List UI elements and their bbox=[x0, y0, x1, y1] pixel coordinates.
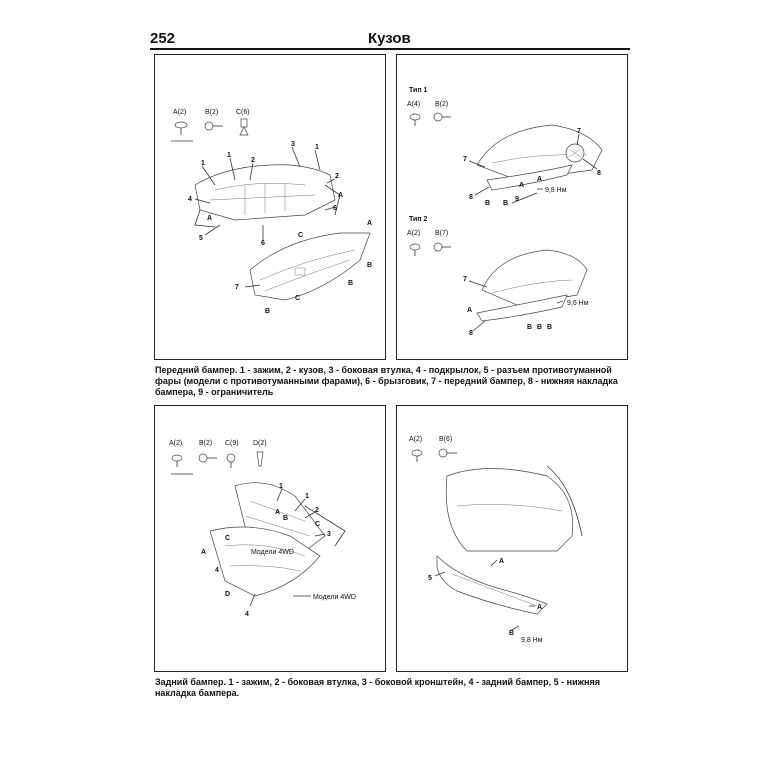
callout-3: 3 bbox=[327, 531, 331, 538]
callout-8: 8 bbox=[469, 330, 473, 337]
bolt-icon bbox=[205, 122, 223, 130]
callout-a: A bbox=[207, 215, 213, 222]
callout-a: A bbox=[367, 220, 373, 227]
clip-c-icon bbox=[227, 454, 235, 468]
type2-legend-a: A(2) bbox=[407, 230, 421, 237]
callout-7: 7 bbox=[577, 128, 581, 135]
header-rule bbox=[150, 48, 630, 50]
callout-a: A bbox=[201, 549, 207, 556]
callout-a: A bbox=[275, 509, 281, 516]
legend-d: D(2) bbox=[253, 440, 267, 447]
type2-title: Тип 2 bbox=[409, 216, 428, 223]
front-bumper-diagram-panel bbox=[154, 54, 386, 360]
bolt-icon bbox=[199, 454, 217, 462]
callout-b: B bbox=[265, 308, 271, 315]
lower-trim-diagram bbox=[397, 55, 627, 359]
callout-4: 4 bbox=[188, 196, 192, 203]
clip-icon bbox=[410, 114, 420, 126]
rear-bumper-exploded-diagram bbox=[155, 406, 385, 671]
legend-b: B(2) bbox=[205, 109, 219, 116]
type1-title: Тип 1 bbox=[409, 87, 428, 94]
callout-b: B bbox=[537, 324, 543, 331]
front-bumper-exploded-diagram bbox=[155, 55, 385, 359]
section-title: Кузов bbox=[368, 30, 411, 47]
page-number: 252 bbox=[150, 30, 176, 47]
rear-lower-trim-panel bbox=[396, 405, 628, 672]
callout-a: A bbox=[338, 192, 344, 199]
car-rear-body bbox=[446, 466, 582, 551]
clip-d-icon bbox=[257, 452, 263, 466]
callout-1: 1 bbox=[279, 483, 283, 490]
callout-b: B bbox=[527, 324, 533, 331]
callout-b: B bbox=[348, 280, 354, 287]
callout-2: 2 bbox=[335, 173, 339, 180]
callout-7: 7 bbox=[235, 284, 239, 291]
type1-legend-a: A(4) bbox=[407, 101, 421, 108]
callout-b: B bbox=[509, 630, 515, 637]
callout-5: 5 bbox=[428, 575, 432, 582]
legend-a: A(2) bbox=[169, 440, 183, 447]
front-bumper-cover bbox=[250, 233, 373, 300]
callout-4: 4 bbox=[215, 567, 219, 574]
callout-d: D bbox=[225, 591, 231, 598]
legend-b: B(2) bbox=[199, 440, 213, 447]
clip-icon bbox=[412, 450, 422, 462]
clip-c-icon bbox=[240, 119, 248, 135]
callout-b: B bbox=[547, 324, 553, 331]
callout-7: 7 bbox=[463, 276, 467, 283]
rear-lower-trim-diagram bbox=[397, 406, 627, 671]
model-note: Модели 4WD bbox=[251, 549, 294, 556]
callout-8: 8 bbox=[469, 194, 473, 201]
callout-3: 3 bbox=[291, 141, 295, 148]
callout-2: 2 bbox=[315, 507, 319, 514]
callout-1: 1 bbox=[315, 144, 319, 151]
callout-b: B bbox=[485, 200, 491, 207]
rear-bumper-caption: Задний бампер. 1 - зажим, 2 - боковая втулка, 3 - боковой кронштейн, 4 - задний бампер, 5 - нижняя накладка бампера. bbox=[155, 677, 600, 698]
callout-b: B bbox=[503, 200, 509, 207]
callout-c: C bbox=[225, 535, 231, 542]
front-bumper-lower-trim-panel bbox=[396, 54, 628, 360]
type2-legend-b: B(7) bbox=[435, 230, 449, 237]
legend-c: C(9) bbox=[225, 440, 239, 447]
bolt-icon bbox=[434, 113, 451, 121]
clip-icon bbox=[172, 455, 182, 467]
torque-value: 9,8 Нм bbox=[545, 187, 567, 194]
torque-value: 9,8 Нм bbox=[521, 637, 543, 644]
callout-2: 2 bbox=[251, 157, 255, 164]
callout-5: 5 bbox=[199, 235, 203, 242]
callout-9: 9 bbox=[515, 196, 519, 203]
callout-c: C bbox=[295, 295, 301, 302]
clip-icon bbox=[410, 244, 420, 256]
callout-8: 8 bbox=[597, 170, 601, 177]
legend-c: C(6) bbox=[236, 109, 250, 116]
callout-4: 4 bbox=[245, 611, 249, 618]
callout-1: 1 bbox=[305, 493, 309, 500]
callout-1: 1 bbox=[201, 160, 205, 167]
torque-value: 9,6 Нм bbox=[567, 300, 589, 307]
connector-detail bbox=[566, 144, 584, 162]
callout-a: A bbox=[519, 182, 525, 189]
callout-6: 6 bbox=[333, 205, 337, 212]
bolt-icon bbox=[439, 449, 457, 457]
callout-7: 7 bbox=[463, 156, 467, 163]
model-note: Модели 4WD bbox=[313, 594, 356, 601]
type1-legend-b: B(2) bbox=[435, 101, 449, 108]
callout-a: A bbox=[499, 558, 505, 565]
car-front-body bbox=[195, 165, 340, 227]
callout-b: B bbox=[367, 262, 373, 269]
legend-a: A(2) bbox=[409, 436, 423, 443]
front-bumper-caption: Передний бампер. 1 - зажим, 2 - кузов, 3 - боковая втулка, 4 - подкрылок, 5 - разъем противотуманной фары (модели с противотуманными фарами), 6 - брызговик, 7 - передний бампер, 8 - нижняя накладка бампера, 9 - ограничитель bbox=[155, 365, 618, 397]
rear-bumper-diagram-panel bbox=[154, 405, 386, 672]
callout-b: B bbox=[283, 515, 289, 522]
bolt-icon bbox=[434, 243, 451, 251]
legend-b: B(6) bbox=[439, 436, 453, 443]
callout-1: 1 bbox=[227, 152, 231, 159]
callout-c: C bbox=[315, 521, 321, 528]
car-front-type2 bbox=[477, 250, 587, 321]
legend-a: A(2) bbox=[173, 109, 187, 116]
callout-c: C bbox=[298, 232, 304, 239]
callout-6: 6 bbox=[261, 240, 265, 247]
callout-a: A bbox=[537, 176, 543, 183]
callout-a: A bbox=[467, 307, 473, 314]
callout-a: A bbox=[537, 604, 543, 611]
clip-icon bbox=[175, 122, 187, 135]
